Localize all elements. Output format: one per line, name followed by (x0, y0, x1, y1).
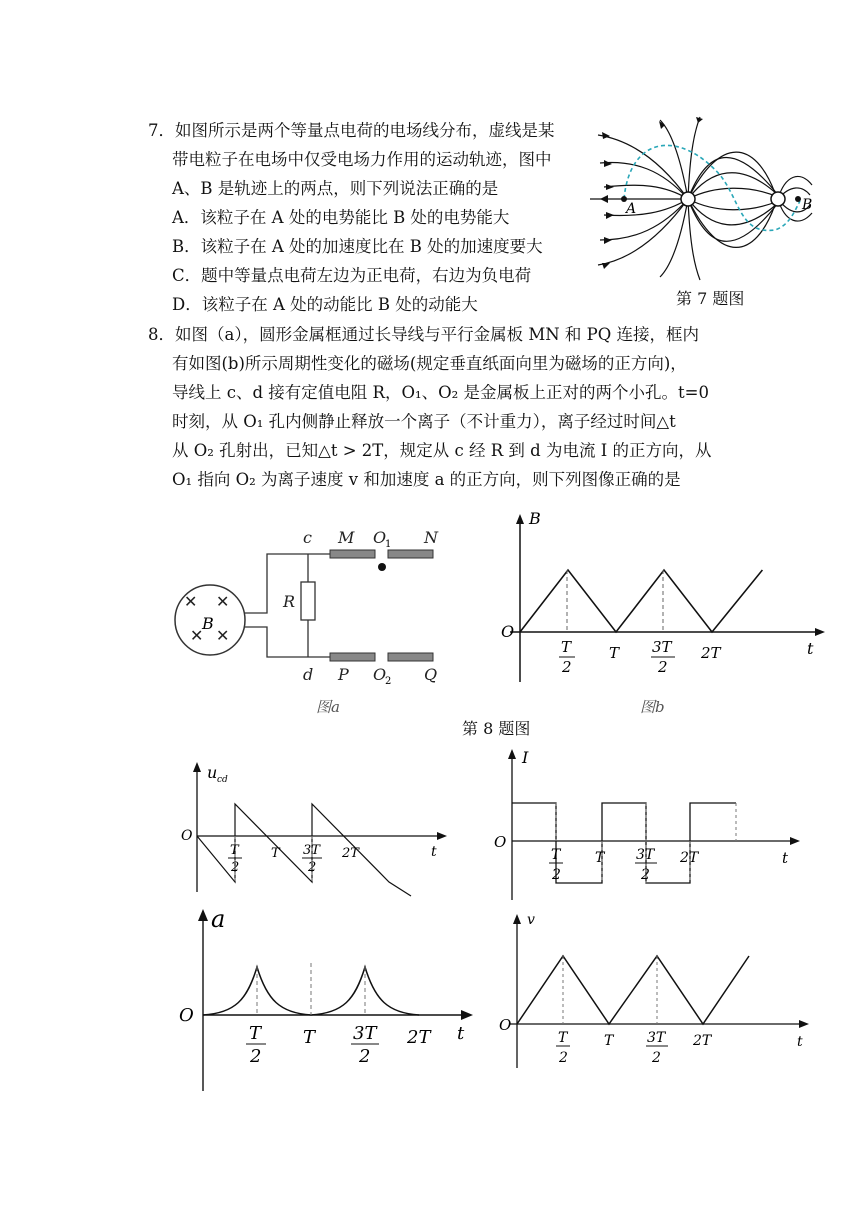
v-tick-2t: 2T (693, 1033, 712, 1049)
a-axis-x: t (457, 1023, 465, 1044)
q7-option-b[interactable]: B．该粒子在 A 处的加速度比在 B 处的加速度要大 (172, 237, 543, 256)
v-tick-3half-num: 3T (647, 1030, 666, 1046)
a-tick-half-num: T (249, 1023, 262, 1044)
figure-b-caption: 图b (640, 698, 665, 716)
cross-1: ✕ (184, 592, 198, 611)
ucd-tick-t: T (271, 846, 280, 861)
label-o1-sub: 1 (385, 539, 392, 550)
q8-stem-line-1: 8．如图（a），圆形金属框通过长导线与平行金属板 MN 和 PQ 连接，框内 (148, 325, 700, 344)
ucd-axis-y-sub: cd (217, 775, 228, 785)
i-origin: O (494, 833, 507, 851)
ucd-tick-half-den: 2 (231, 860, 240, 875)
ucd-origin: O (181, 828, 193, 844)
label-d: d (303, 665, 314, 684)
q7-option-c[interactable]: C．题中等量点电荷左边为正电荷，右边为负电荷 (172, 266, 532, 285)
q8-stem-line-5: 从 O₂ 孔射出，已知△t > 2T，规定从 c 经 R 到 d 为电流 I 的正方向，从 (172, 441, 712, 460)
v-axis-y: v (527, 912, 535, 928)
graph-acceleration-a (175, 905, 475, 1095)
fig-b-tick-3half-num: 3T (652, 638, 672, 656)
i-tick-3half-den: 2 (641, 867, 650, 883)
label-c: c (303, 528, 312, 547)
ucd-tick-3half-num: 3T (303, 843, 320, 858)
q7-field-figure (590, 115, 830, 285)
label-b: B (802, 197, 813, 213)
a-tick-2t: 2T (407, 1027, 431, 1048)
i-axis-y: I (522, 748, 529, 767)
label-r: R (283, 592, 296, 611)
ucd-tick-2t: 2T (342, 846, 359, 861)
graph-ucd (175, 760, 445, 900)
q7-stem-line-2: 带电粒子在电场中仅受电场力作用的运动轨迹，图中 (172, 150, 552, 169)
label-p: P (338, 665, 349, 684)
q8-stem-line-4: 时刻，从 O₁ 孔内侧静止释放一个离子（不计重力），离子经过时间△t (172, 412, 676, 431)
figure-a-caption: 图a (316, 698, 340, 716)
ucd-axis-y: u (207, 763, 218, 782)
fig-b-origin: O (501, 622, 515, 641)
label-q: Q (424, 665, 438, 684)
i-tick-3half-num: 3T (636, 847, 655, 863)
v-tick-3half-den: 2 (652, 1050, 661, 1066)
q8-circuit-figure-a (170, 525, 470, 715)
i-tick-half-num: T (551, 847, 561, 863)
label-a: A (626, 201, 637, 217)
i-tick-2t: 2T (680, 850, 699, 866)
v-tick-t: T (604, 1033, 614, 1049)
a-tick-half-den: 2 (250, 1046, 262, 1067)
fig-b-tick-half-num: T (561, 638, 572, 656)
fig-b-wave (520, 570, 762, 632)
graph-current-i (490, 745, 800, 905)
graph-velocity-v (495, 910, 815, 1070)
fig-b-axis-y: B (529, 509, 541, 528)
q8-stem-line-3: 导线上 c、d 接有定值电阻 R，O₁、O₂ 是金属板上正对的两个小孔。t=0 (172, 383, 709, 402)
cross-3: ✕ (190, 626, 204, 645)
q8-graph-figure-b (495, 510, 825, 690)
q7-stem-line-3: A、B 是轨迹上的两点，则下列说法正确的是 (172, 179, 499, 198)
a-tick-3half-den: 2 (359, 1046, 371, 1067)
v-axis-x: t (797, 1034, 803, 1050)
fig-b-tick-3half-den: 2 (658, 658, 668, 676)
i-tick-t: T (595, 850, 605, 866)
cross-2: ✕ (216, 592, 230, 611)
v-origin: O (499, 1016, 512, 1034)
cross-4: ✕ (216, 626, 230, 645)
fig-b-tick-2t: 2T (701, 644, 721, 662)
i-axis-x: t (782, 849, 789, 867)
q8-figure-caption: 第 8 题图 (462, 719, 531, 738)
fig-b-axis-x: t (807, 639, 814, 658)
label-o1: O (373, 528, 387, 547)
a-origin: O (179, 1005, 194, 1026)
field-label-b: B (202, 614, 214, 633)
question-8 (148, 320, 711, 494)
a-tick-t: T (303, 1027, 316, 1048)
fig-b-tick-t: T (609, 644, 620, 662)
v-tick-half-den: 2 (559, 1050, 568, 1066)
v-tick-half-num: T (558, 1030, 568, 1046)
q7-stem-line-1: 7．如图所示是两个等量点电荷的电场线分布，虚线是某 (148, 121, 555, 140)
label-o2: O (373, 665, 387, 684)
label-m: M (338, 528, 355, 547)
label-o2-sub: 2 (385, 676, 392, 687)
question-7 (148, 116, 555, 319)
q7-option-d[interactable]: D．该粒子在 A 处的动能比 B 处的动能大 (172, 295, 478, 314)
a-tick-3half-num: 3T (353, 1023, 377, 1044)
q8-stem-line-6: O₁ 指向 O₂ 为离子速度 v 和加速度 a 的正方向，则下列图像正确的是 (172, 470, 681, 489)
ucd-axis-x: t (431, 844, 437, 860)
label-n: N (424, 528, 438, 547)
fig-b-tick-half-den: 2 (562, 658, 572, 676)
q8-stem-line-2: 有如图(b)所示周期性变化的磁场(规定垂直纸面向里为磁场的正方向)， (172, 354, 687, 373)
ucd-tick-3half-den: 2 (308, 860, 317, 875)
ucd-tick-half-num: T (230, 843, 239, 858)
q7-figure-caption: 第 7 题图 (676, 289, 745, 308)
a-axis-y: a (211, 905, 226, 933)
i-tick-half-den: 2 (552, 867, 561, 883)
q7-option-a[interactable]: A．该粒子在 A 处的电势能比 B 处的电势能大 (172, 208, 510, 227)
